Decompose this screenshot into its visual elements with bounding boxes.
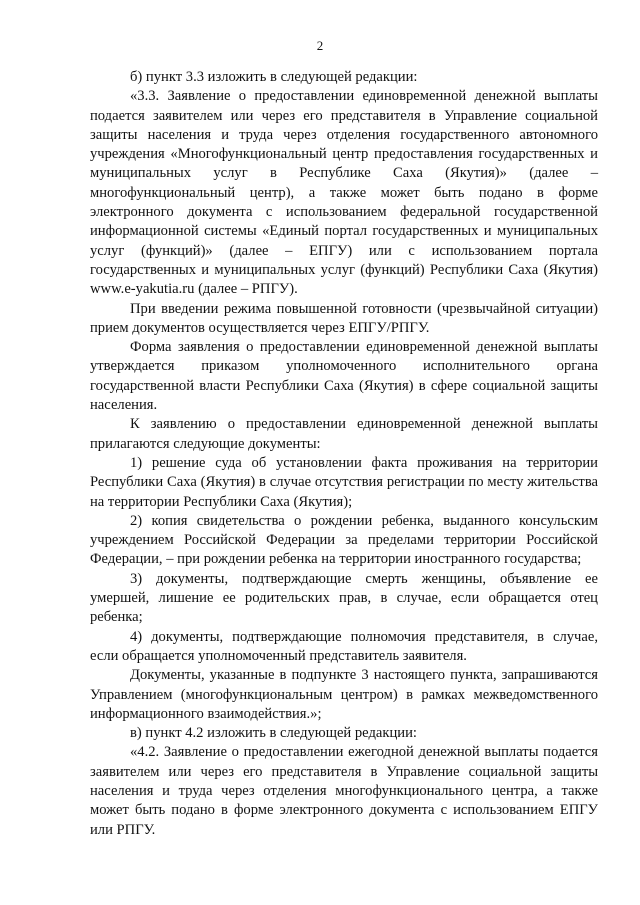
paragraph-emergency-mode: При введении режима повышенной готовности (чрезвычайной ситуации) прием документов осуществляется через ЕПГУ/РПГУ. <box>90 300 598 336</box>
paragraph-clause-3-3: «3.3. Заявление о предоставлении единовременной денежной выплаты подается заявителем или через его представителя в Управление социальной защиты населения и труда через отделения государственного автономного учреждения «Многофункциональный центр предоставления государственных и муниципальных услуг в Республике Саха (Якутия)» (далее – многофункциональный центр), а также может быть подано в форме электронного документа с использованием федеральной государственной информационной системы «Единый портал государственных и муниципальных услуг (функций)» (далее – ЕПГУ) или с использованием портала государственных и муниципальных услуг (функций) Республики Саха (Якутия) www.e-yakutia.ru (далее – РПГУ). <box>90 88 598 298</box>
paragraph-item-b: б) пункт 3.3 изложить в следующей редакции: <box>130 69 418 85</box>
paragraph-item-v: в) пункт 4.2 изложить в следующей редакции: <box>130 725 417 742</box>
list-item-4: 4) документы, подтверждающие полномочия представителя, в случае, если обращается уполномоченный представитель заявителя. <box>90 628 598 664</box>
list-item-1: 1) решение суда об установлении факта проживания на территории Республики Саха (Якутия) в случае отсутствия регистрации по месту жительства на территории Республики Саха (Якутия); <box>90 454 598 510</box>
page-number: 2 <box>316 38 324 53</box>
list-item-2: 2) копия свидетельства о рождении ребенка, выданного консульским учреждением Российской Федерации за пределами территории Российской Федерации, – при рождении ребенка на территории иностранного государства; <box>90 512 598 568</box>
document-body <box>90 68 598 840</box>
paragraph-clause-4-2: «4.2. Заявление о предоставлении ежегодной денежной выплаты подается заявителем или через его представителя в Управление социальной защиты населения и труда через отделения многофункционального центра, а также может быть подано в форме электронного документа с использованием ЕПГУ или РПГУ. <box>90 744 598 838</box>
paragraph-attached-documents: К заявлению о предоставлении единовременной денежной выплаты прилагаются следующие документы: <box>90 416 598 452</box>
paragraph-interagency-request: Документы, указанные в подпункте 3 настоящего пункта, запрашиваются Управлением (многофункциональным центром) в рамках межведомственного информационного взаимодействия.»; <box>90 667 598 722</box>
list-item-3: 3) документы, подтверждающие смерть женщины, объявление ее умершей, лишение ее родительских прав, в случае, если обращается отец ребенка; <box>90 570 598 626</box>
paragraph-application-form: Форма заявления о предоставлении единовременной денежной выплаты утверждается приказом уполномоченного исполнительного органа государственной власти Республики Саха (Якутия) в сфере социальной защиты населения. <box>90 339 598 414</box>
